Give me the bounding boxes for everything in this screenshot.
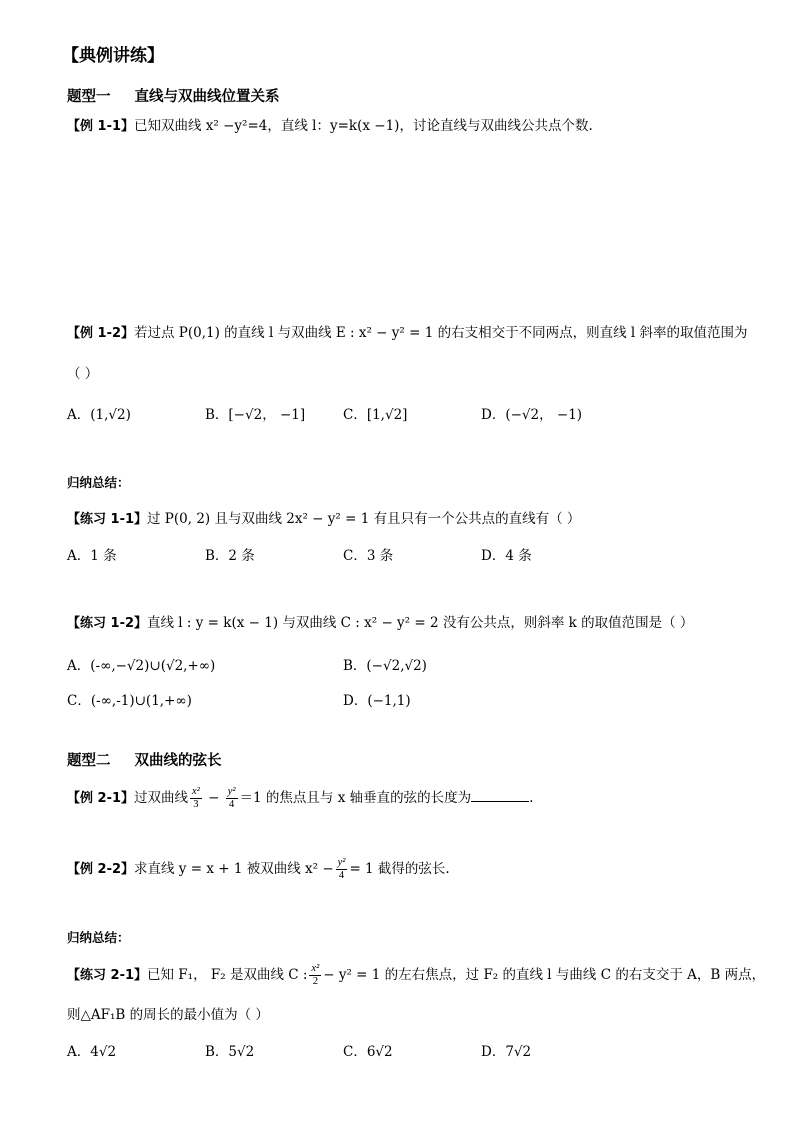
practice-text: 过 P(0, 2) 且与双曲线 2x² − y² = 1 有且只有一个公共点的直线有（ ） — [147, 511, 581, 527]
type1-label: 题型一 — [67, 89, 111, 105]
option-a: A．4√2 — [67, 1044, 117, 1060]
answer-paren: （ ） — [67, 366, 99, 382]
fraction-numerator: y² — [337, 857, 346, 868]
period: . — [529, 790, 534, 806]
practice-text-pre: 已知 F₁， F₂ 是双曲线 C : — [147, 967, 308, 983]
option-b: B．[−√2， −1] — [205, 407, 306, 423]
practice-tag: 【练习 2-1】 — [67, 968, 148, 983]
practice-tag: 【练习 1-1】 — [67, 512, 148, 527]
example-1-1 — [67, 116, 593, 137]
option-c: C．3 条 — [343, 548, 394, 564]
practice-text: 直线 l : y = k(x − 1) 与双曲线 C : x² − y² = 2 没有公共点，则斜率 k 的取值范围是（ ） — [147, 615, 694, 631]
fraction — [309, 963, 321, 988]
option-c: C．(-∞,-1)∪(1,+∞) — [67, 693, 192, 709]
fraction — [336, 857, 348, 882]
practice-tag: 【练习 1-2】 — [67, 616, 148, 631]
type1-title: 直线与双曲线位置关系 — [134, 89, 280, 105]
practice-text-post: − y² = 1 的左右焦点，过 F₂ 的直线 l 与曲线 C 的右支交于 A，B 两点， — [323, 967, 766, 983]
practice-1-2 — [67, 613, 693, 634]
summary-label: 归纳总结： — [67, 930, 130, 945]
option-b: B．(−√2,√2) — [343, 658, 427, 674]
fraction — [226, 786, 238, 811]
example-2-1 — [67, 786, 533, 811]
example-text-post: ＝1 的焦点且与 x 轴垂直的弦的长度为 — [239, 790, 472, 806]
fraction-numerator: y² — [227, 786, 236, 797]
example-tag: 【例 2-1】 — [67, 791, 135, 806]
type2-title: 双曲线的弦长 — [134, 753, 222, 769]
option-d: D．(−√2， −1) — [481, 407, 583, 423]
practice-2-1 — [67, 963, 765, 988]
option-a: A．(1,√2) — [67, 407, 131, 423]
example-text-post: = 1 截得的弦长. — [349, 861, 450, 877]
type2-heading — [67, 751, 222, 771]
summary-label: 归纳总结： — [67, 475, 130, 490]
example-tag: 【例 1-2】 — [67, 326, 135, 341]
option-d: D．7√2 — [481, 1044, 532, 1060]
type1-heading — [67, 87, 280, 107]
fraction-numerator: x² — [311, 963, 320, 974]
type2-label: 题型二 — [67, 753, 111, 769]
option-a: A．(-∞,−√2)∪(√2,+∞) — [67, 658, 216, 674]
fraction — [190, 786, 202, 811]
example-tag: 【例 2-2】 — [67, 862, 135, 877]
minus-sign: − — [203, 790, 224, 806]
fraction-denominator: 3 — [193, 799, 199, 810]
answer-blank[interactable] — [471, 789, 529, 802]
fraction-denominator: 4 — [338, 870, 345, 881]
fraction-numerator: x² — [192, 786, 200, 797]
example-text: 若过点 P(0,1) 的直线 l 与双曲线 E : x² − y² = 1 的右支相交于不同两点，则直线 l 斜率的取值范围为 — [134, 325, 748, 341]
option-d: D．4 条 — [481, 548, 532, 564]
example-1-2 — [67, 323, 748, 344]
example-2-2 — [67, 857, 450, 882]
example-tag: 【例 1-1】 — [67, 119, 135, 134]
option-c: C．[1,√2] — [343, 407, 408, 423]
option-d: D．(−1,1) — [343, 693, 411, 709]
option-c: C．6√2 — [343, 1044, 393, 1060]
fraction-denominator: 4 — [229, 799, 235, 810]
section-heading: 【典例讲练】 — [62, 46, 164, 66]
fraction-denominator: 2 — [312, 976, 318, 987]
example-text-pre: 求直线 y = x + 1 被双曲线 x² − — [134, 861, 334, 877]
example-text-pre: 过双曲线 — [134, 790, 189, 806]
practice-2-1-line2: 则△AF₁B 的周长的最小值为（ ） — [67, 1007, 269, 1023]
practice-1-1 — [67, 509, 580, 530]
option-a: A．1 条 — [67, 548, 117, 564]
example-text: 已知双曲线 x² −y²=4，直线 l：y=k(x −1)，讨论直线与双曲线公共点个数. — [134, 118, 593, 134]
option-b: B．5√2 — [205, 1044, 255, 1060]
option-b: B．2 条 — [205, 548, 255, 564]
